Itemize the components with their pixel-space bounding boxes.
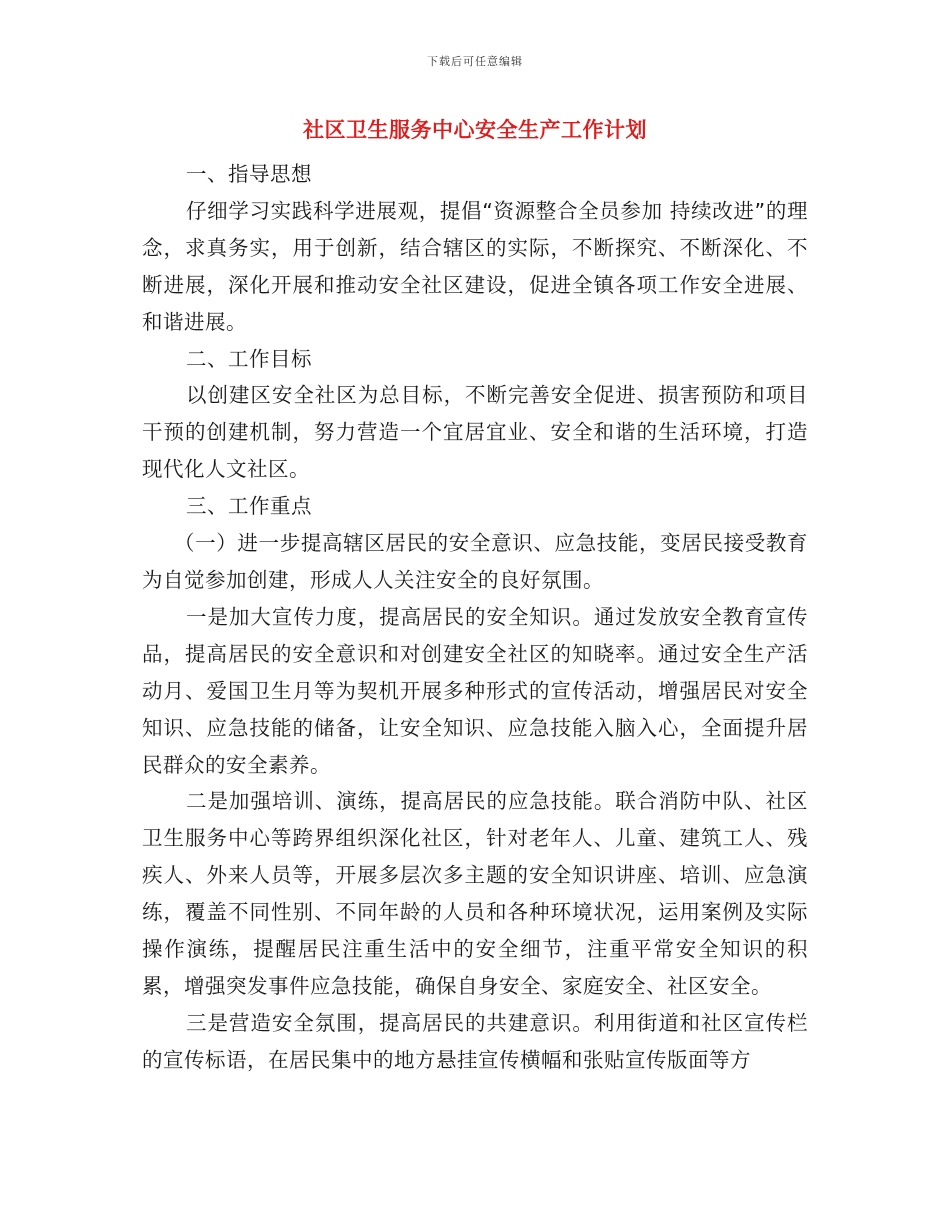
document-body [142,156,808,1079]
section-heading-guiding-ideology: 一、指导思想 [186,162,312,186]
section-heading-work-focus: 三、工作重点 [186,494,312,519]
paragraph: 二是加强培训、演练，提高居民的应急技能。联合消防中队、社区卫生服务中心等跨界组织深化社区，针对老年人、儿童、建筑工人、残疾人、外来人员等，开展多层次多主题的安全知识讲座、培训、应急演练，覆盖不同性别、不同年龄的人员和各种环境状况，运用案例及实际操作演练，提醒居民注重生活中的安全细节，注重平常安全知识的积累，增强突发事件应急技能，确保自身安全、家庭安全、社区安全。 [142,789,808,998]
section-heading-work-goals: 二、工作目标 [186,346,312,371]
paragraph: 一是加大宣传力度，提高居民的安全知识。通过发放安全教育宣传品，提高居民的安全意识和对创建安全社区的知晓率。通过安全生产活动月、爱国卫生月等为契机开展多种形式的宣传活动，增强居民对安全知识、应急技能的储备，让安全知识、应急技能入脑入心，全面提升居民群众的安全素养。 [142,604,808,777]
paragraph: 以创建区安全社区为总目标，不断完善安全促进、损害预防和项目干预的创建机制，努力营造一个宜居宜业、安全和谐的生活环境，打造现代化人文社区。 [142,383,808,482]
document-title: 社区卫生服务中心安全生产工作计划 [303,118,647,142]
paragraph: 仔细学习实践科学进展观，提倡“资源整合全员参加 持续改进”的理念，求真务实，用于创新，结合辖区的实际，不断探究、不断深化、不断进展，深化开展和推动安全社区建设，促进全镇各项工作安全进展、和谐进展。 [142,198,808,334]
subsection-heading: （一）进一步提高辖区居民的安全意识、应急技能，变居民接受教育为自觉参加创建，形成人人关注安全的良好氛围。 [142,531,808,592]
header-note: 下载后可任意编辑 [427,55,523,68]
paragraph: 三是营造安全氛围，提高居民的共建意识。利用街道和社区宣传栏的宣传标语，在居民集中的地方悬挂宣传横幅和张贴宣传版面等方 [142,1010,808,1072]
